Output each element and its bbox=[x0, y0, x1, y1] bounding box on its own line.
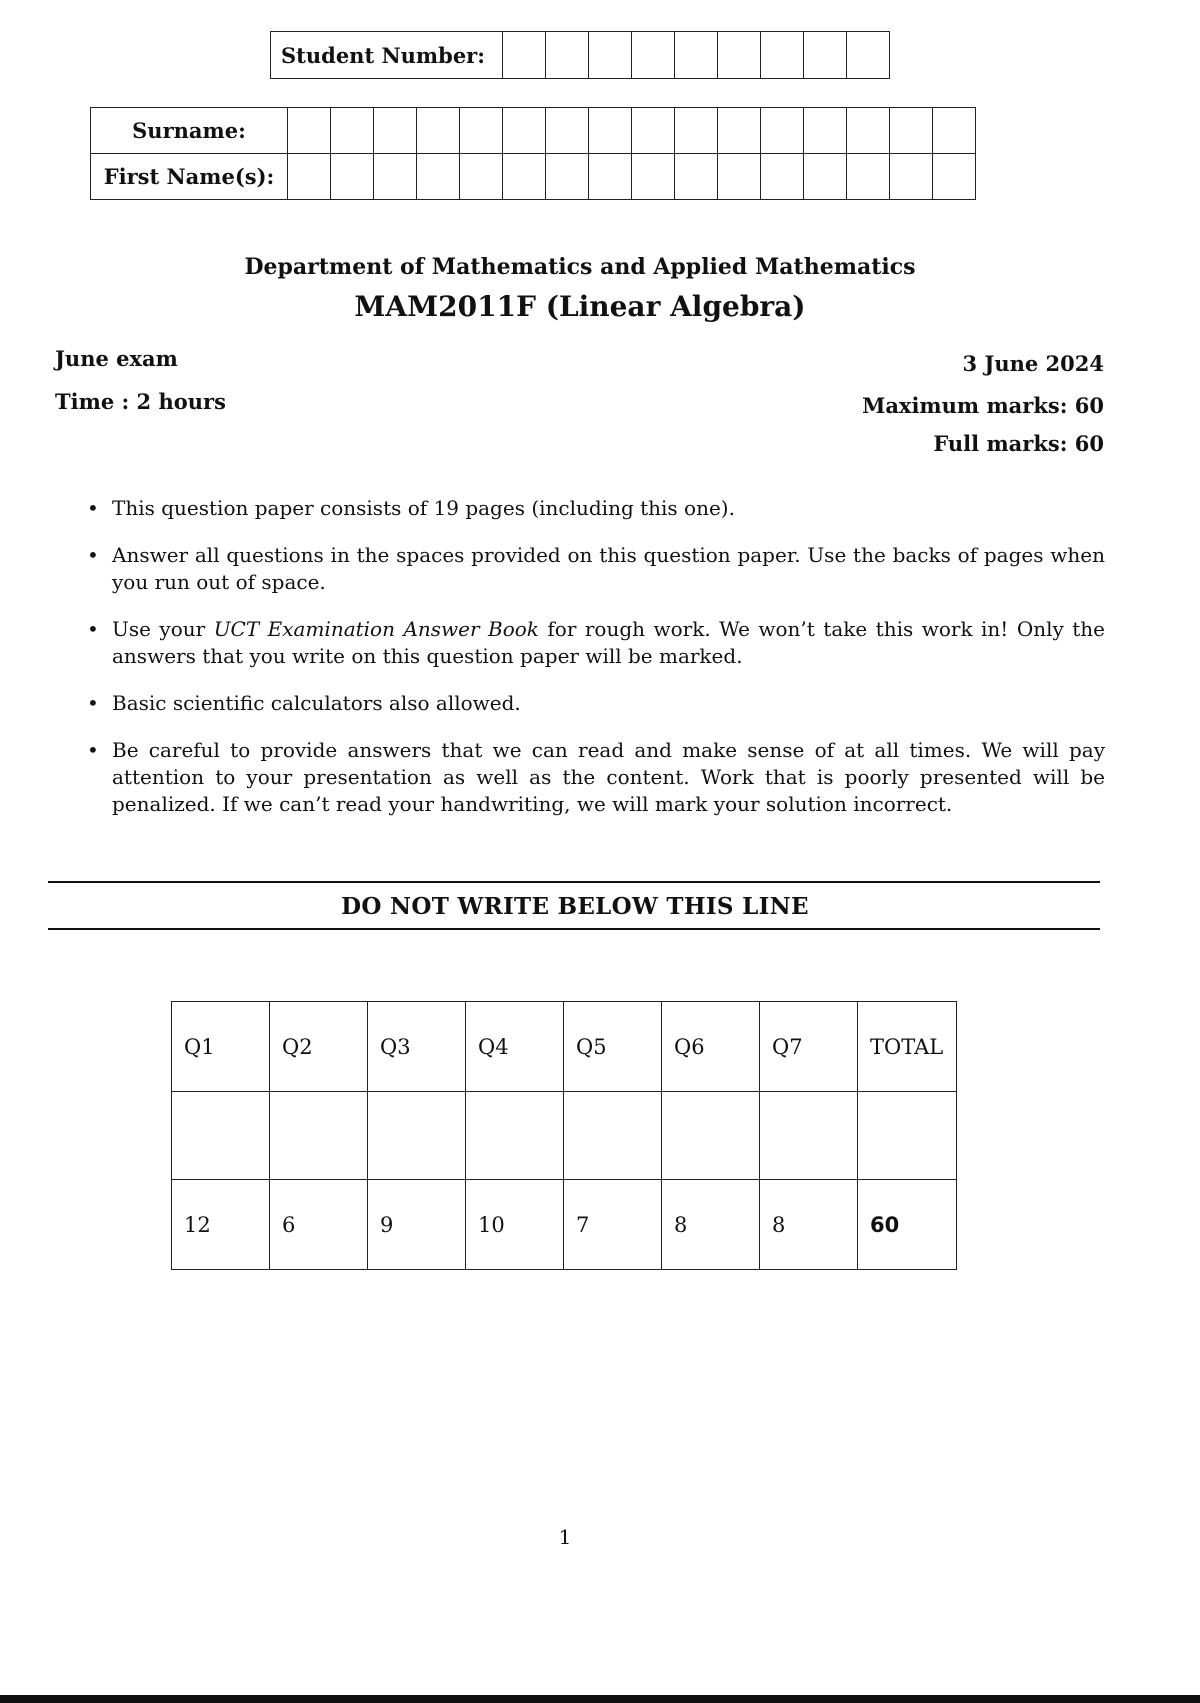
marks-header-cell: Q5 bbox=[564, 1002, 662, 1092]
max-mark-cell: 9 bbox=[368, 1180, 466, 1270]
marks-table bbox=[171, 1001, 957, 1270]
surname-box[interactable] bbox=[374, 108, 417, 154]
first-names-box[interactable] bbox=[288, 154, 331, 200]
instruction-item bbox=[85, 616, 1105, 670]
department-title: Department of Mathematics and Applied Mathematics bbox=[244, 254, 916, 280]
max-mark-cell: 12 bbox=[172, 1180, 270, 1270]
student-number-box[interactable] bbox=[675, 32, 718, 79]
surname-box[interactable] bbox=[632, 108, 675, 154]
instruction-text: This question paper consists of 19 pages (including this one). bbox=[112, 496, 735, 520]
surname-box[interactable] bbox=[503, 108, 546, 154]
surname-box[interactable] bbox=[804, 108, 847, 154]
student-number-box[interactable] bbox=[503, 32, 546, 79]
surname-box[interactable] bbox=[675, 108, 718, 154]
instruction-item bbox=[85, 495, 1105, 522]
score-cell[interactable] bbox=[662, 1092, 760, 1180]
surname-box[interactable] bbox=[417, 108, 460, 154]
surname-label: Surname: bbox=[91, 108, 288, 154]
exam-type: June exam bbox=[55, 346, 178, 371]
instruction-item bbox=[85, 690, 1105, 717]
first-names-box[interactable] bbox=[417, 154, 460, 200]
score-cell[interactable] bbox=[172, 1092, 270, 1180]
instruction-text: Be careful to provide answers that we can read and make sense of at all times. We will pay attention to your presentation as well as the content. Work that is poorly presented will be penalized. If we can’t read your handwriting, we will mark your solution incorrect. bbox=[112, 738, 1105, 816]
first-names-box[interactable] bbox=[675, 154, 718, 200]
surname-box[interactable] bbox=[761, 108, 804, 154]
student-number-box[interactable] bbox=[804, 32, 847, 79]
student-number-box[interactable] bbox=[718, 32, 761, 79]
surname-box[interactable] bbox=[460, 108, 503, 154]
marks-header-cell: Q4 bbox=[466, 1002, 564, 1092]
instruction-text: Basic scientific calculators also allowed. bbox=[112, 691, 521, 715]
first-names-box[interactable] bbox=[546, 154, 589, 200]
student-number-box[interactable] bbox=[632, 32, 675, 79]
instruction-text: for rough work. We won’t take this work in! Only the answers that you write on this question paper will be marked. bbox=[112, 617, 1106, 668]
first-names-box[interactable] bbox=[847, 154, 890, 200]
max-mark-cell: 8 bbox=[760, 1180, 858, 1270]
first-names-box[interactable] bbox=[460, 154, 503, 200]
course-title: MAM2011F (Linear Algebra) bbox=[354, 290, 806, 323]
first-names-box[interactable] bbox=[761, 154, 804, 200]
score-cell[interactable] bbox=[760, 1092, 858, 1180]
page-number: 1 bbox=[558, 1525, 572, 1549]
surname-box[interactable] bbox=[890, 108, 933, 154]
marks-max-row bbox=[172, 1180, 957, 1270]
name-grid bbox=[90, 107, 976, 200]
first-names-box[interactable] bbox=[632, 154, 675, 200]
surname-box[interactable] bbox=[331, 108, 374, 154]
score-cell[interactable] bbox=[466, 1092, 564, 1180]
surname-box[interactable] bbox=[933, 108, 976, 154]
marks-header-cell: Q6 bbox=[662, 1002, 760, 1092]
do-not-write-notice: DO NOT WRITE BELOW THIS LINE bbox=[341, 893, 809, 920]
max-mark-cell: 7 bbox=[564, 1180, 662, 1270]
student-number-label: Student Number: bbox=[271, 32, 503, 79]
max-mark-total-cell: 60 bbox=[858, 1180, 957, 1270]
max-mark-cell: 8 bbox=[662, 1180, 760, 1270]
first-names-box[interactable] bbox=[503, 154, 546, 200]
student-number-grid bbox=[270, 31, 890, 79]
instruction-text: Answer all questions in the spaces provided on this question paper. Use the backs of pages when you run out of space. bbox=[112, 543, 1105, 594]
exam-date: 3 June 2024 bbox=[962, 351, 1104, 376]
first-names-label: First Name(s): bbox=[91, 154, 288, 200]
divider-line-bottom bbox=[48, 928, 1100, 930]
first-names-box[interactable] bbox=[804, 154, 847, 200]
marks-header-row bbox=[172, 1002, 957, 1092]
first-names-row bbox=[91, 154, 976, 200]
divider-line-top bbox=[48, 881, 1100, 883]
max-mark-cell: 6 bbox=[270, 1180, 368, 1270]
maximum-marks: Maximum marks: 60 bbox=[862, 393, 1104, 418]
first-names-box[interactable] bbox=[331, 154, 374, 200]
score-cell[interactable] bbox=[368, 1092, 466, 1180]
surname-row bbox=[91, 108, 976, 154]
first-names-box[interactable] bbox=[890, 154, 933, 200]
surname-box[interactable] bbox=[589, 108, 632, 154]
surname-box[interactable] bbox=[718, 108, 761, 154]
instruction-item bbox=[85, 542, 1105, 596]
first-names-box[interactable] bbox=[589, 154, 632, 200]
first-names-box[interactable] bbox=[374, 154, 417, 200]
student-number-box[interactable] bbox=[847, 32, 890, 79]
exam-duration: Time : 2 hours bbox=[55, 389, 226, 414]
marks-header-cell: Q2 bbox=[270, 1002, 368, 1092]
student-number-box[interactable] bbox=[546, 32, 589, 79]
scan-bottom-edge bbox=[0, 1695, 1200, 1703]
surname-box[interactable] bbox=[546, 108, 589, 154]
marks-header-cell: Q3 bbox=[368, 1002, 466, 1092]
first-names-box[interactable] bbox=[933, 154, 976, 200]
instruction-item bbox=[85, 737, 1105, 818]
score-cell[interactable] bbox=[270, 1092, 368, 1180]
instructions-list bbox=[85, 495, 1105, 838]
first-names-box[interactable] bbox=[718, 154, 761, 200]
max-mark-cell: 10 bbox=[466, 1180, 564, 1270]
marks-score-row bbox=[172, 1092, 957, 1180]
score-cell[interactable] bbox=[858, 1092, 957, 1180]
score-cell[interactable] bbox=[564, 1092, 662, 1180]
marks-header-cell: Q1 bbox=[172, 1002, 270, 1092]
answer-book-name: UCT Examination Answer Book bbox=[213, 617, 539, 641]
student-number-box[interactable] bbox=[589, 32, 632, 79]
marks-header-cell: Q7 bbox=[760, 1002, 858, 1092]
surname-box[interactable] bbox=[847, 108, 890, 154]
student-number-box[interactable] bbox=[761, 32, 804, 79]
instruction-text: Use your bbox=[112, 617, 206, 641]
full-marks: Full marks: 60 bbox=[933, 431, 1104, 456]
marks-header-cell: TOTAL bbox=[858, 1002, 957, 1092]
surname-box[interactable] bbox=[288, 108, 331, 154]
